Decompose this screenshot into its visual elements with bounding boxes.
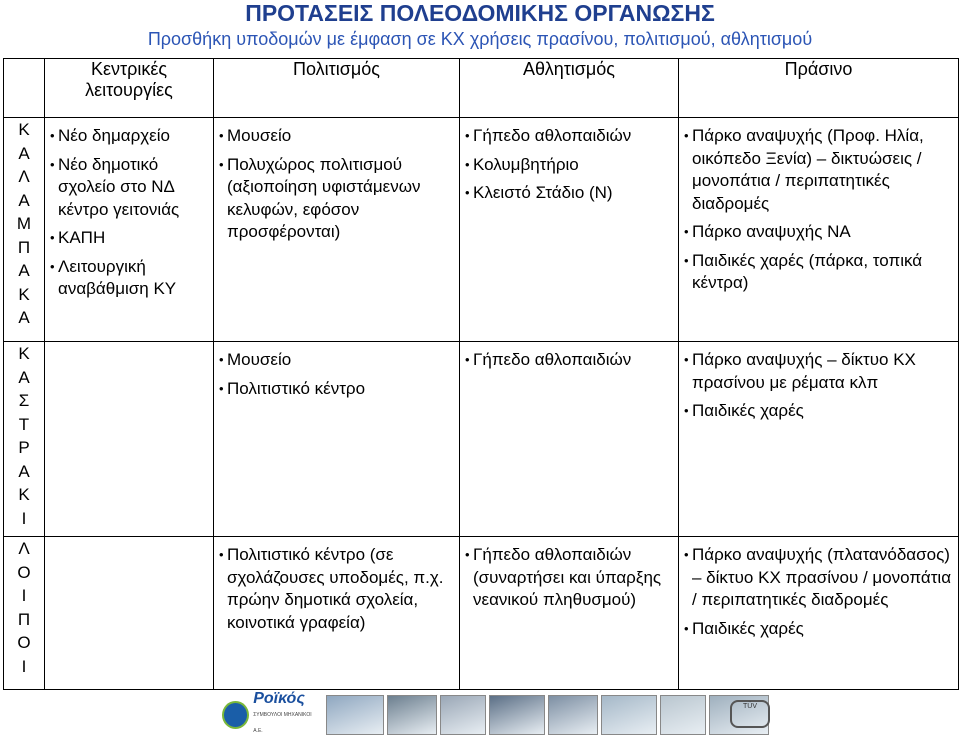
area-letter: Ι [21, 508, 27, 528]
header-green: Πράσινο [679, 59, 959, 118]
area-letter: Α [18, 143, 30, 163]
list-item: • Μουσείο [220, 349, 453, 372]
area-letter: Π [17, 609, 31, 629]
list-item: • Νέο δημοτικό σχολείο στο ΝΔ κέντρο γειτονιάς [51, 154, 207, 222]
area-letter: Λ [18, 167, 30, 186]
certification-badge: TÜV [730, 700, 770, 728]
logo-text: Ροϊκός [253, 690, 305, 707]
area-letter: Κ [18, 120, 30, 139]
area-name-cell [4, 118, 45, 342]
central-cell [45, 118, 214, 342]
footer-photo [660, 695, 706, 735]
area-letter: Α [18, 367, 30, 387]
sports-cell [460, 118, 679, 342]
list-item: • Πολιτιστικό κέντρο (σε σχολάζουσες υποδομές, π.χ. πρώην δημοτικά σχολεία, κοινοτικά γραφεία) [220, 544, 453, 634]
area-letter: Κ [18, 344, 30, 363]
list-item: • ΚΑΠΗ [51, 227, 207, 250]
list-item: • Γήπεδο αθλοπαιδιών [466, 125, 672, 148]
culture-cell [214, 342, 460, 537]
area-letter: Λ [18, 539, 30, 558]
culture-cell [214, 118, 460, 342]
footer-photo [601, 695, 657, 735]
green-cell [679, 118, 959, 342]
list-item: • Κλειστό Στάδιο (Ν) [466, 182, 672, 205]
list-item: • Πάρκο αναψυχής (πλατανόδασος) – δίκτυο ΚΧ πρασίνου / μονοπάτια / περιπατητικές διαδρομές [685, 544, 952, 612]
list-item: • Πάρκο αναψυχής – δίκτυο ΚΧ πρασίνου με ρέματα κλπ [685, 349, 952, 394]
list-item: • Γήπεδο αθλοπαιδιών [466, 349, 672, 372]
area-letter: Ο [17, 633, 31, 652]
company-logo [222, 690, 320, 735]
header-row [4, 59, 959, 118]
area-letter: Α [18, 261, 30, 280]
list-item: • Κολυμβητήριο [466, 154, 672, 177]
footer-photo [489, 695, 545, 735]
footer-photo [440, 695, 486, 735]
culture-cell [214, 537, 460, 690]
area-letter: Ρ [18, 438, 30, 457]
area-name-cell [4, 342, 45, 537]
page-title: ΠΡΟΤΑΣΕΙΣ ΠΟΛΕΟΔΟΜΙΚΗΣ ΟΡΓΑΝΩΣΗΣ [245, 0, 715, 26]
area-letter: Ι [21, 586, 27, 605]
header-sports: Αθλητισμός [460, 59, 679, 118]
list-item: • Πάρκο αναψυχής ΝΑ [685, 221, 952, 244]
area-name-cell [4, 537, 45, 690]
footer-photo [326, 695, 384, 735]
footer-photo [387, 695, 437, 735]
table-row [4, 342, 959, 537]
list-item: • Πολυχώρος πολιτισμού (αξιοποίηση υφιστάμενων κελυφών, εφόσον προσφέρονται) [220, 154, 453, 244]
footer-logos [222, 690, 770, 736]
list-item: • Παιδικές χαρές [685, 400, 952, 423]
area-letter: Α [18, 308, 30, 327]
footer-photo [548, 695, 598, 735]
green-cell [679, 342, 959, 537]
area-letter: Ο [17, 562, 31, 582]
sports-cell [460, 342, 679, 537]
area-letter: Α [18, 461, 30, 481]
area-letter: Ι [21, 656, 27, 676]
list-item: • Μουσείο [220, 125, 453, 148]
area-letter: Π [17, 237, 31, 257]
logo-subtext: ΣΥΜΒΟΥΛΟΙ ΜΗΧΑΝΙΚΟΙ Α.Ε. [253, 712, 312, 734]
list-item: • Πολιτιστικό κέντρο [220, 378, 453, 401]
area-letter: Μ [16, 214, 32, 233]
area-letter: Κ [18, 485, 30, 504]
page-subtitle: Προσθήκη υποδομών με έμφαση σε ΚΧ χρήσεις πρασίνου, πολιτισμού, αθλητισμού [147, 29, 813, 49]
area-letter: Κ [18, 284, 30, 304]
table-row [4, 537, 959, 690]
green-cell [679, 537, 959, 690]
sports-cell [460, 537, 679, 690]
area-letter: Τ [18, 414, 30, 434]
area-letter: Α [18, 190, 30, 210]
planning-table [3, 58, 959, 690]
area-letter: Σ [18, 391, 30, 410]
central-cell [45, 537, 214, 690]
corner-cell [4, 59, 45, 118]
list-item: • Παιδικές χαρές (πάρκα, τοπικά κέντρα) [685, 250, 952, 295]
globe-icon [222, 701, 249, 729]
central-cell [45, 342, 214, 537]
list-item: • Πάρκο αναψυχής (Προφ. Ηλία, οικόπεδο Ξενία) – δικτυώσεις / μονοπάτια / περιπατητικές διαδρομές [685, 125, 952, 215]
list-item: • Γήπεδο αθλοπαιδιών (συναρτήσει και ύπαρξης νεανικού πληθυσμού) [466, 544, 672, 612]
list-item: • Νέο δημαρχείο [51, 125, 207, 148]
header-culture: Πολιτισμός [214, 59, 460, 118]
list-item: • Λειτουργική αναβάθμιση ΚΥ [51, 256, 207, 301]
table-row [4, 118, 959, 342]
list-item: • Παιδικές χαρές [685, 618, 952, 641]
header-central: Κεντρικές λειτουργίες [45, 59, 214, 118]
